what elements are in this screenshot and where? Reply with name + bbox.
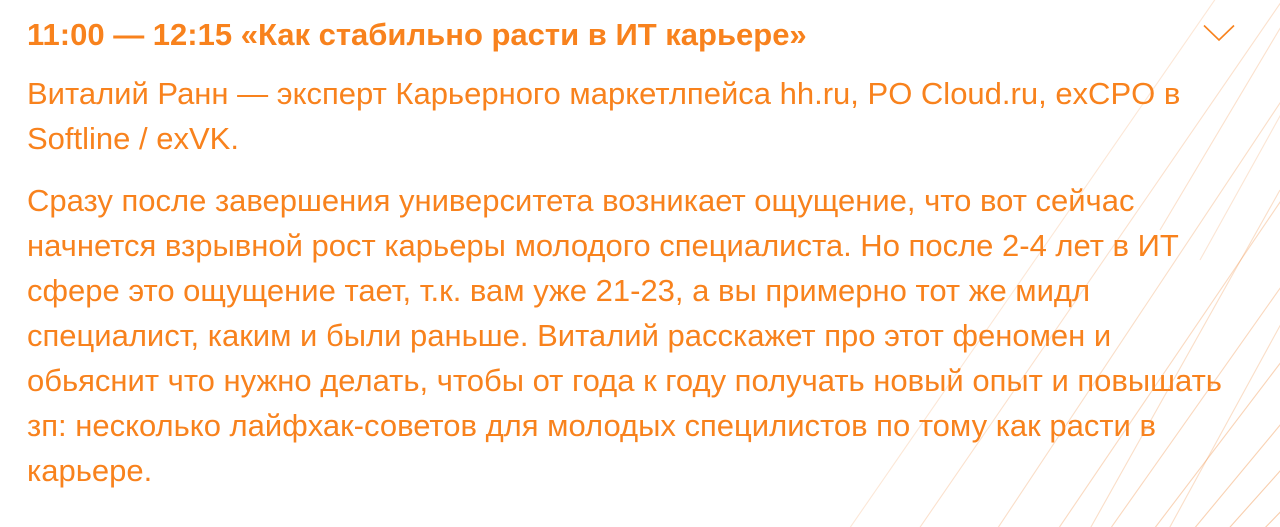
session-description: Сразу после завершения университета возникает ощущение, что вот сейчас начнется взрывной рост карьеры молодого специалиста. Но после 2-4 лет в ИТ сфере это ощущение тает, т.к. вам уже 21-23, а вы примерно тот же мидл специалист, каким и были раньше. Виталий расскажет про этот феномен и обьяснит что нужно делать, чтобы от года к году получать новый опыт и повышать зп: несколько лайфхак-советов для молодых специлистов по тому как расти в карьере. — [27, 183, 1222, 488]
chevron-down-icon — [1203, 24, 1235, 42]
session-speaker-line: Виталий Ранн — эксперт Карьерного маркетлпейса hh.ru, PO Cloud.ru, exCPO в Softline / exVK. — [27, 76, 1181, 156]
collapse-session-button[interactable] — [1202, 20, 1236, 46]
session-header-row[interactable] — [27, 0, 1238, 54]
session-title: 11:00 — 12:15 «Как стабильно расти в ИТ карьере» — [27, 17, 807, 52]
